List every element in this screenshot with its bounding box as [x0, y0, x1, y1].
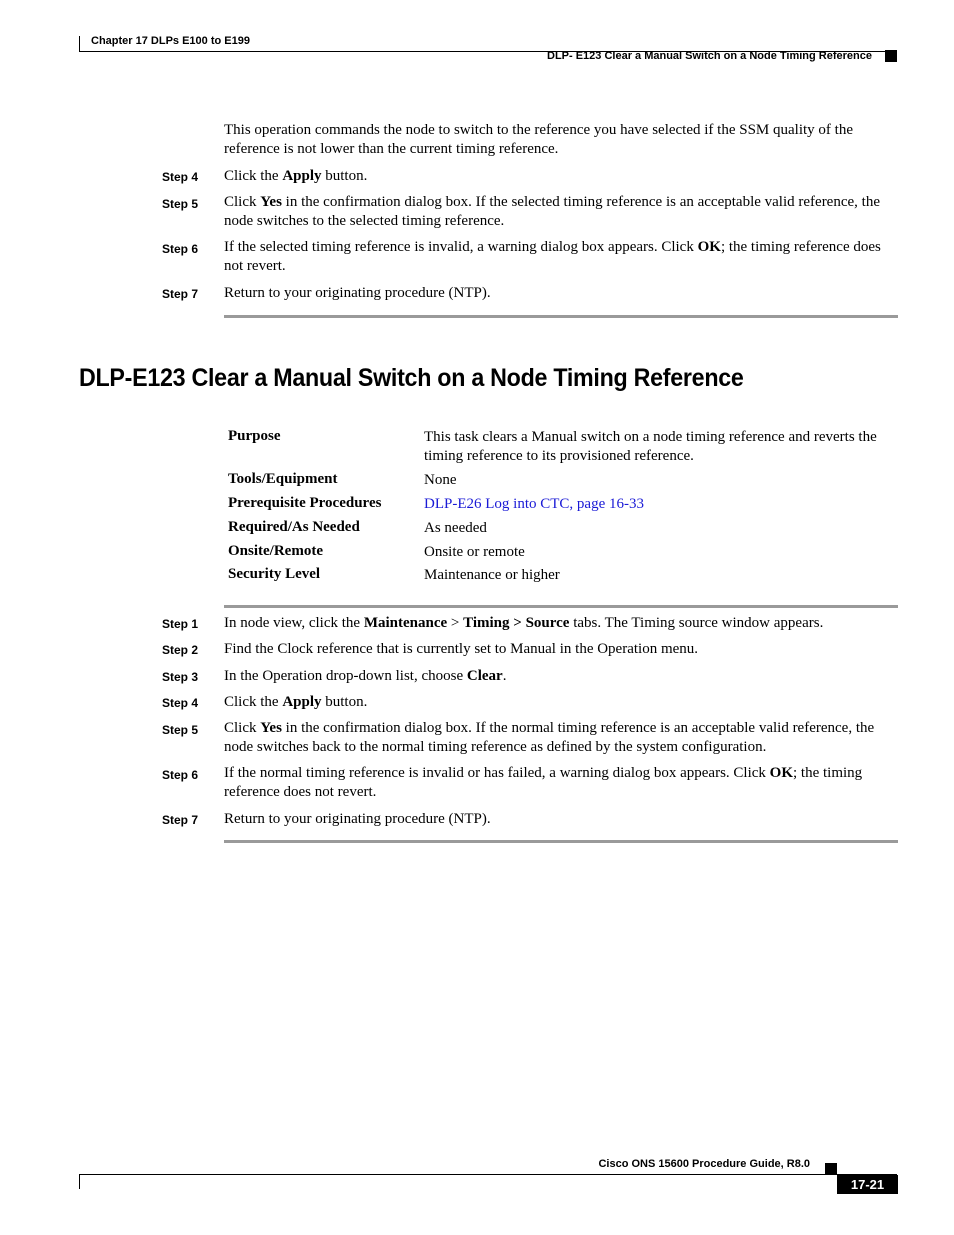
step-5-label: Step 5	[162, 723, 199, 737]
purpose-value: This task clears a Manual switch on a node timing reference and reverts the timing reference to its provisioned reference.	[424, 429, 877, 464]
step-3-text: In the Operation drop-down list, choose Clear.	[224, 668, 507, 684]
top-step-4-label: Step 4	[162, 170, 199, 184]
footer-left-bar	[79, 1175, 80, 1189]
security-value: Maintenance or higher	[424, 567, 560, 583]
prereq-value	[424, 495, 898, 514]
section-rule-top	[224, 315, 898, 318]
top-step-6-text: If the selected timing reference is invalid, a warning dialog box appears. Click OK; the timing reference does not revert.	[224, 239, 881, 274]
step-2-text: Find the Clock reference that is currently set to Manual in the Operation menu.	[224, 641, 699, 657]
onsite-value: Onsite or remote	[424, 544, 525, 560]
prereq-label: Prerequisite Procedures	[228, 495, 382, 511]
top-step-7-label: Step 7	[162, 287, 199, 301]
section-rule-middle	[224, 605, 898, 608]
purpose-label: Purpose	[228, 428, 281, 444]
step-6-text: If the normal timing reference is invalid or has failed, a warning dialog box appears. Click OK; the timing reference does not revert.	[224, 765, 863, 800]
page-number: 17-21	[837, 1175, 898, 1194]
intro-line-1: This operation commands the node to switch to the reference you have selected if the SSM quality of the	[224, 122, 853, 138]
tools-label: Tools/Equipment	[228, 471, 338, 487]
page-title: DLP-E123 Clear a Manual Switch on a Node Timing Reference	[79, 364, 744, 392]
intro-line-2: reference is not lower than the current timing reference.	[224, 141, 559, 157]
step-7-label: Step 7	[162, 813, 199, 827]
step-3-label: Step 3	[162, 670, 199, 684]
footer-guide-title: Cisco ONS 15600 Procedure Guide, R8.0	[598, 1158, 810, 1170]
required-label: Required/As Needed	[228, 519, 360, 535]
prereq-link[interactable]: DLP-E26 Log into CTC, page 16-33	[424, 496, 644, 512]
header-section-title: DLP- E123 Clear a Manual Switch on a Node Timing Reference	[547, 50, 872, 62]
step-5-text: Click Yes in the confirmation dialog box. If the normal timing reference is an acceptable valid reference, the node switches back to the normal timing reference as defined by the system configuration.	[224, 720, 875, 755]
top-step-5-text: Click Yes in the confirmation dialog box. If the selected timing reference is an acceptable valid reference, the node switches to the selected timing reference.	[224, 194, 880, 229]
security-label: Security Level	[228, 566, 321, 582]
onsite-label: Onsite/Remote	[228, 543, 323, 559]
tools-value: None	[424, 472, 457, 488]
step-1-label: Step 1	[162, 617, 199, 631]
top-step-6-label: Step 6	[162, 242, 199, 256]
step-1-text: In node view, click the Maintenance > Timing > Source tabs. The Timing source window appears.	[224, 615, 824, 631]
step-7-text: Return to your originating procedure (NTP).	[224, 811, 491, 827]
step-4-label: Step 4	[162, 696, 199, 710]
step-2-label: Step 2	[162, 643, 199, 657]
intro-paragraph	[224, 121, 900, 159]
required-value: As needed	[424, 520, 487, 536]
step-4-text: Click the Apply button.	[224, 694, 368, 710]
section-rule-bottom	[224, 840, 898, 843]
footer-rule	[79, 1174, 897, 1175]
top-step-4-text: Click the Apply button.	[224, 168, 368, 184]
step-6-label: Step 6	[162, 768, 199, 782]
top-step-5-label: Step 5	[162, 197, 199, 211]
header-square-mark	[885, 50, 897, 62]
header-left-bar	[79, 36, 80, 52]
top-step-7-text: Return to your originating procedure (NTP).	[224, 285, 491, 301]
header-chapter: Chapter 17 DLPs E100 to E199	[91, 35, 250, 47]
